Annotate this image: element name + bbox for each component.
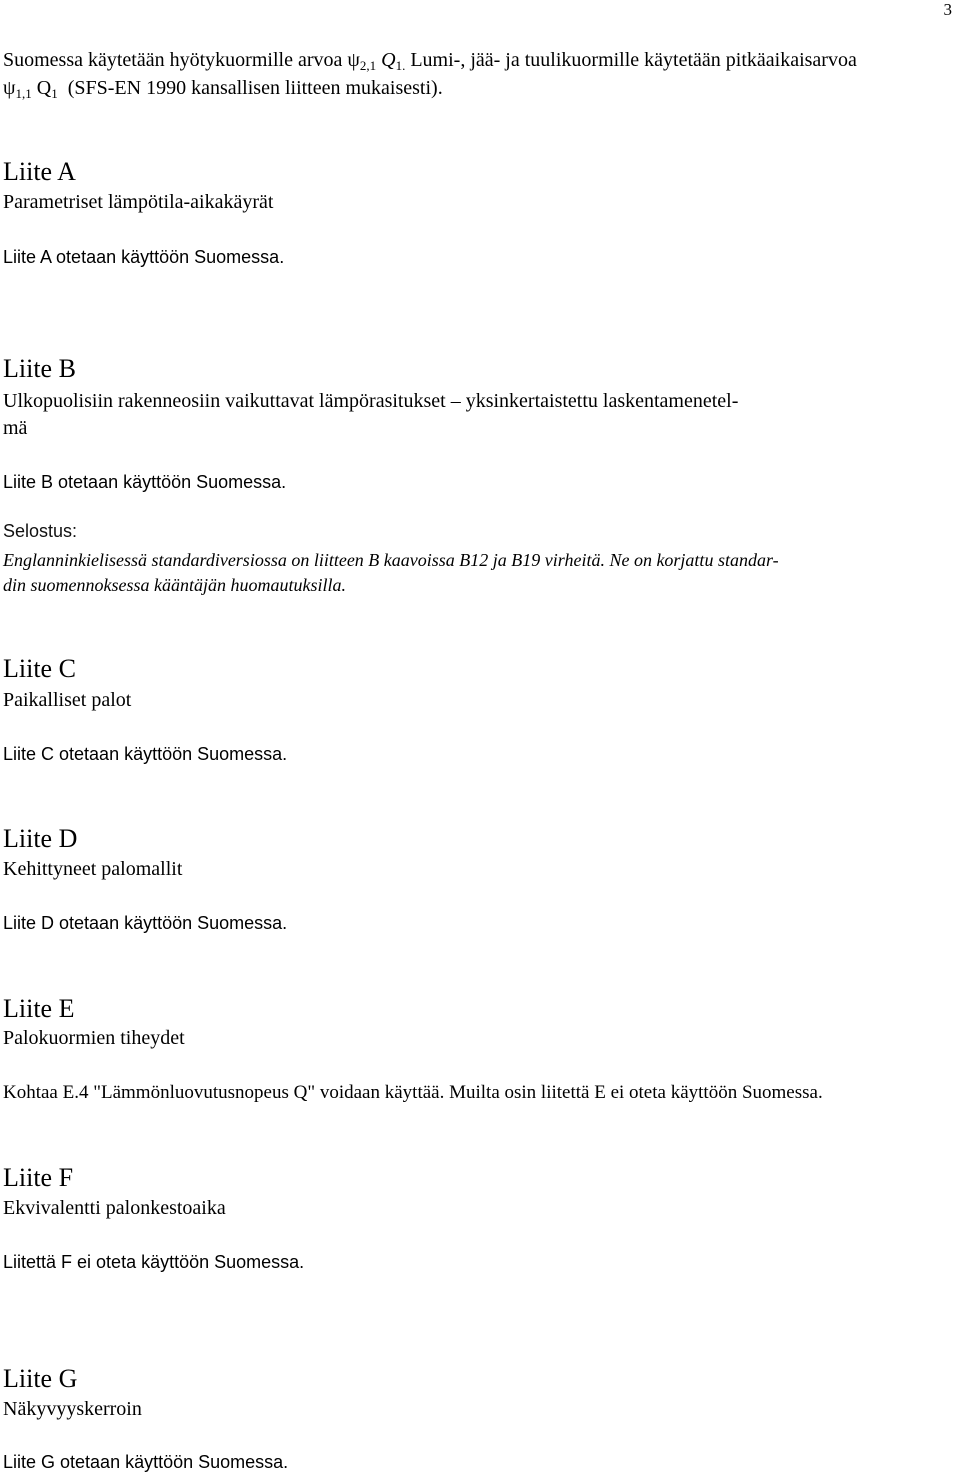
section-d-title: Liite D	[3, 824, 78, 853]
psi-symbol: ψ	[347, 49, 360, 71]
section-b-body: Liite B otetaan käyttöön Suomessa.	[3, 472, 287, 492]
section-d-body: Liite D otetaan käyttöön Suomessa.	[3, 913, 288, 933]
psi-subscript: 2,1	[359, 58, 377, 73]
section-f-body: Liitettä F ei oteta käyttöön Suomessa.	[3, 1252, 305, 1272]
intro-text-b: Lumi-, jää- ja tuulikuormille käytetään pitkäaikaisarvoa	[405, 49, 857, 71]
intro-text-a: Suomessa käytetään hyötykuormille arvoa	[3, 49, 348, 71]
section-c-body: Liite C otetaan käyttöön Suomessa.	[3, 744, 288, 764]
section-b-note-label: Selostus:	[3, 521, 78, 541]
q-symbol: Q	[381, 49, 396, 71]
section-f-subtitle: Ekvivalentti palonkestoaika	[3, 1197, 226, 1219]
section-b-title: Liite B	[3, 354, 76, 383]
section-a-subtitle: Parametriset lämpötila-aikakäyrät	[3, 191, 274, 213]
section-a-body: Liite A otetaan käyttöön Suomessa.	[3, 247, 285, 267]
section-c-title: Liite C	[3, 654, 76, 683]
section-b-subtitle-2: mä	[3, 417, 28, 439]
q-symbol-2: Q	[36, 77, 52, 99]
section-g-title: Liite G	[3, 1364, 78, 1393]
section-b-subtitle-1: Ulkopuolisiin rakenneosiin vaikuttavat lämpörasitukset – yksinkertaistettu laskentamenetel-	[3, 390, 739, 412]
section-b-note-line-2: din suomennoksessa kääntäjän huomautuksilla.	[3, 575, 346, 595]
section-e-title: Liite E	[3, 994, 75, 1023]
q-subscript-2: 1	[51, 86, 58, 101]
section-e-body: Kohtaa E.4 "Lämmönluovutusnopeus Q" voidaan käyttää. Muilta osin liitettä E ei oteta käyttöön Suomessa.	[3, 1082, 823, 1103]
section-g-subtitle: Näkyvyyskerroin	[3, 1398, 142, 1420]
section-g-body: Liite G otetaan käyttöön Suomessa.	[3, 1452, 289, 1472]
psi-subscript-2: 1,1	[15, 86, 32, 101]
section-e-subtitle: Palokuormien tiheydet	[3, 1027, 185, 1049]
q-subscript: 1.	[395, 58, 406, 73]
psi-symbol-2: ψ	[3, 77, 16, 99]
intro-text-c: (SFS-EN 1990 kansallisen liitteen mukaisesti).	[67, 77, 443, 99]
section-b-note-line-1: Englanninkielisessä standardiversiossa on liitteen B kaavoissa B12 ja B19 virheitä. Ne on korjattu standar-	[3, 550, 779, 570]
section-d-subtitle: Kehittyneet palomallit	[3, 858, 183, 880]
section-a-title: Liite A	[3, 157, 76, 186]
section-c-subtitle: Paikalliset palot	[3, 689, 132, 711]
section-f-title: Liite F	[3, 1163, 74, 1192]
intro-line-2	[3, 74, 443, 108]
page-number: 3	[943, 0, 952, 19]
